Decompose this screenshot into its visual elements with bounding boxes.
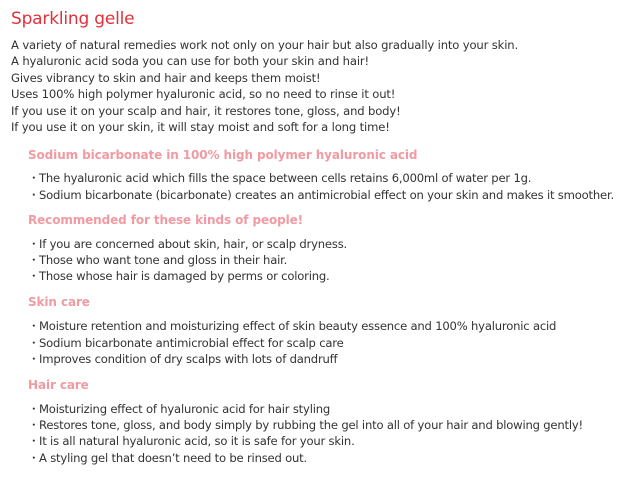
intro-line: Gives vibrancy to skin and hair and keeps them moist! xyxy=(11,70,321,85)
intro-line: A variety of natural remedies work not only on your hair but also gradually into your skin. xyxy=(11,38,519,52)
list-item xyxy=(28,433,630,449)
list-item xyxy=(28,187,630,203)
section-heading: Skin care xyxy=(28,295,90,310)
list-item-text: Improves condition of dry scalps with lots of dandruff xyxy=(39,351,338,366)
section-heading: Recommended for these kinds of people! xyxy=(28,212,304,227)
section-heading: Hair care xyxy=(28,378,89,393)
intro-list xyxy=(11,37,630,135)
list-item-text: Those whose hair is damaged by perms or coloring. xyxy=(39,269,330,284)
intro-line: A hyaluronic acid soda you can use for both your skin and hair! xyxy=(11,54,370,69)
bullet-list xyxy=(28,318,630,367)
bullet-glyph: ・ xyxy=(28,253,40,268)
bullet-glyph: ・ xyxy=(28,171,40,186)
section-heading: Sodium bicarbonate in 100% high polymer hyaluronic acid xyxy=(28,148,418,163)
list-item xyxy=(28,450,630,466)
list-item-text: A styling gel that doesn’t need to be rinsed out. xyxy=(39,450,308,465)
list-item-text: It is all natural hyaluronic acid, so it is safe for your skin. xyxy=(39,434,355,449)
list-item xyxy=(28,252,630,268)
list-item xyxy=(28,335,630,351)
section-hair-care xyxy=(28,377,630,466)
list-item-text: Sodium bicarbonate (bicarbonate) creates an antimicrobial effect on your skin and makes it smoother. xyxy=(39,187,614,202)
bullet-glyph: ・ xyxy=(28,319,40,334)
bullet-glyph: ・ xyxy=(28,351,40,366)
list-item-text: Sodium bicarbonate antimicrobial effect for scalp care xyxy=(39,335,344,350)
list-item-text: Moisture retention and moisturizing effect of skin beauty essence and 100% hyaluronic acid xyxy=(39,319,557,334)
list-item xyxy=(28,417,630,433)
section-sodium-bicarbonate xyxy=(28,147,630,202)
bullet-glyph: ・ xyxy=(28,269,40,284)
list-item xyxy=(28,401,630,417)
bullet-list xyxy=(28,170,630,202)
list-item-text: The hyaluronic acid which fills the space between cells retains 6,000ml of water per 1g. xyxy=(39,171,532,186)
section-recommended xyxy=(28,212,630,285)
bullet-glyph: ・ xyxy=(28,187,40,202)
bullet-list xyxy=(28,401,630,466)
list-item-text: Moisturizing effect of hyaluronic acid for hair styling xyxy=(39,402,331,417)
list-item xyxy=(28,351,630,367)
list-item-text: Those who want tone and gloss in their hair. xyxy=(39,253,288,268)
bullet-list xyxy=(28,236,630,285)
page-title: Sparkling gelle xyxy=(11,9,135,29)
bullet-glyph: ・ xyxy=(28,236,40,251)
intro-line: If you use it on your skin, it will stay moist and soft for a long time! xyxy=(11,120,390,135)
section-skin-care xyxy=(28,294,630,367)
bullet-glyph: ・ xyxy=(28,418,40,433)
intro-line: Uses 100% high polymer hyaluronic acid, so no need to rinse it out! xyxy=(11,87,396,102)
bullet-glyph: ・ xyxy=(28,335,40,350)
list-item xyxy=(28,170,630,186)
bullet-glyph: ・ xyxy=(28,402,40,417)
list-item xyxy=(28,236,630,252)
list-item-text: If you are concerned about skin, hair, or scalp dryness. xyxy=(39,236,348,251)
list-item xyxy=(28,268,630,284)
list-item-text: Restores tone, gloss, and body simply by rubbing the gel into all of your hair and blowing gently! xyxy=(39,418,583,433)
intro-line: If you use it on your scalp and hair, it restores tone, gloss, and body! xyxy=(11,103,401,118)
bullet-glyph: ・ xyxy=(28,450,40,465)
list-item xyxy=(28,318,630,334)
bullet-glyph: ・ xyxy=(28,434,40,449)
